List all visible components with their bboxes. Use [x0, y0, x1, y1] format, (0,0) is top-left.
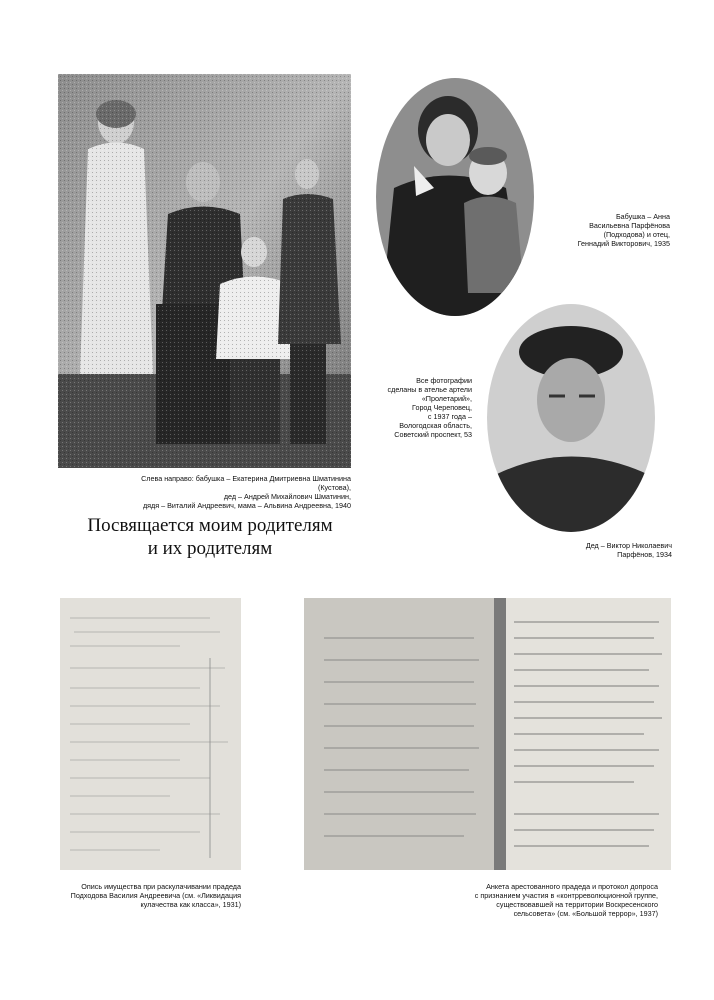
dedication-heading [60, 514, 360, 560]
caption-line: Город Череповец, [412, 403, 472, 412]
caption-line: Опись имущества при раскулачивании прадеда [81, 882, 241, 891]
caption-line: с 1937 года – [427, 412, 472, 421]
grandfather-photo-caption [562, 541, 672, 559]
caption-line: Все фотографии [416, 376, 472, 385]
caption-line: Васильевна Парфёнова [589, 221, 670, 230]
caption-line: Дед – Виктор Николаевич [585, 541, 672, 550]
caption-line: с признанием участия в «контрреволюционной группе, [474, 891, 658, 900]
family-photo-caption [108, 474, 351, 510]
caption-line: Подходова Василия Андреевича (см. «Ликвидация [70, 891, 241, 900]
caption-line: Вологодская область, [399, 421, 472, 430]
caption-line: Анкета арестованного прадеда и протокол допроса [486, 882, 658, 891]
inventory-document-scan [60, 598, 241, 870]
caption-line: кулачества как класса», 1931) [140, 900, 241, 909]
family-group-photo [58, 74, 351, 468]
dedication-line: Посвящается моим родителям [87, 515, 333, 536]
questionnaire-document-scan [304, 598, 671, 870]
caption-line: (Подходова) и отец, [603, 230, 670, 239]
caption-line: «Пролетарий», [421, 394, 472, 403]
caption-line: Геннадий Викторович, 1935 [577, 239, 670, 248]
grandmother-oval-photo [376, 78, 534, 316]
caption-line: дед – Андрей Михайлович Шматинин, [223, 492, 351, 501]
studio-note-caption [372, 376, 472, 439]
caption-line: Бабушка – Анна [615, 212, 670, 221]
caption-line: сделаны в ателье артели [387, 385, 472, 394]
grandfather-oval-photo [487, 304, 655, 532]
caption-line: сельсовета» (см. «Большой террор», 1937) [513, 909, 658, 918]
questionnaire-doc-caption [440, 882, 658, 918]
dedication-line: и их родителям [147, 538, 273, 559]
caption-line: Советский проспект, 53 [394, 430, 472, 439]
grandmother-photo-caption [560, 212, 670, 248]
inventory-doc-caption [60, 882, 241, 909]
caption-line: дядя – Виталий Андреевич, мама – Альвина Андреевна, 1940 [142, 501, 351, 510]
caption-line: Парфёнов, 1934 [617, 550, 672, 559]
caption-line: существовавшей на территории Воскресенского [496, 900, 658, 909]
caption-line: Слева направо: бабушка – Екатерина Дмитриевна Шматинина (Кустова), [141, 474, 351, 492]
